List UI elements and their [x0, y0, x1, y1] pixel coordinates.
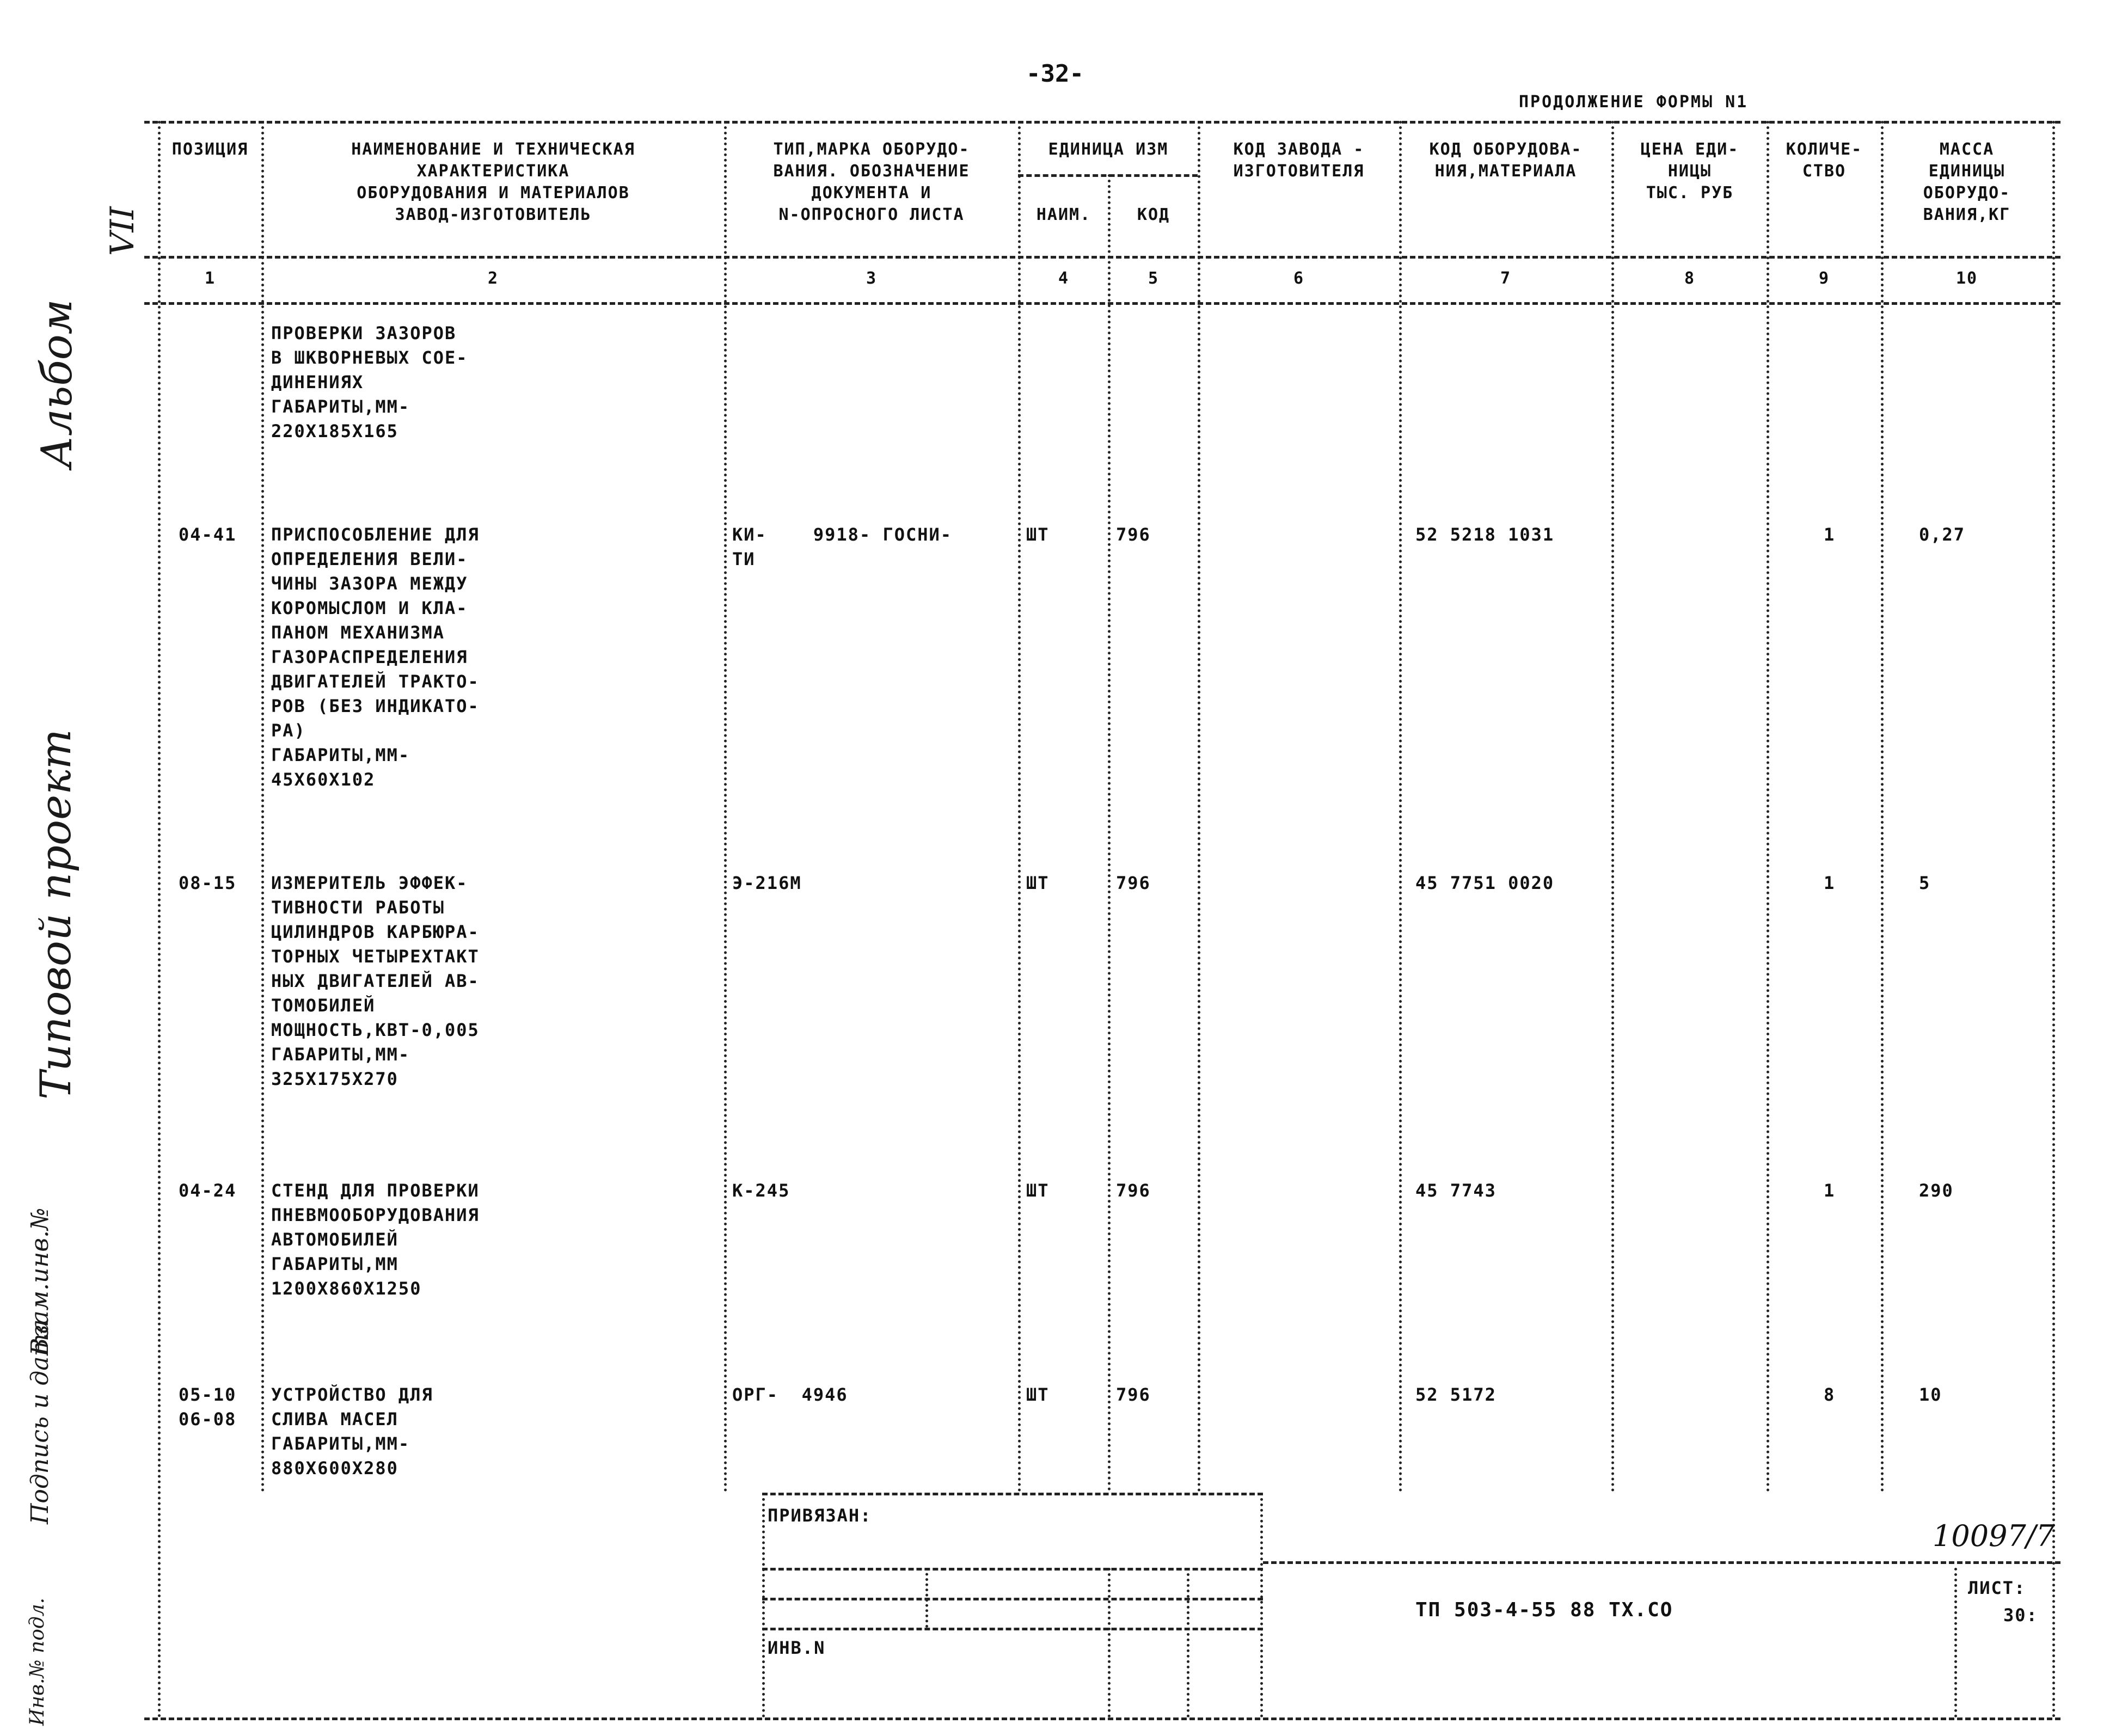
header-type: ТИП,МАРКА ОБОРУДО- ВАНИЯ. ОБОЗНАЧЕНИЕ ДОКУМЕНТА И N-ОПРОСНОГО ЛИСТА	[773, 140, 970, 224]
row-unit-code: 796	[1116, 524, 1151, 545]
stamp-top-rule	[762, 1493, 1263, 1495]
margin-signature-date: Подпись и дата	[26, 1319, 54, 1524]
header-quantity: КОЛИЧЕ- СТВО	[1786, 140, 1863, 181]
row-unit-name: ШТ	[1026, 1180, 1050, 1201]
column-number: 7	[1500, 269, 1512, 288]
row-position: 04-24	[179, 1180, 237, 1201]
row-name: ПРОВЕРКИ ЗАЗОРОВ В ШКВОРНЕВЫХ СОЕ- ДИНЕНИЯХ ГАБАРИТЫ,ММ- 220Х185Х165	[271, 323, 468, 441]
header-equipment-code: КОД ОБОРУДОВА- НИЯ,МАТЕРИАЛА	[1429, 140, 1583, 181]
numbers-bottom-rule	[144, 302, 2060, 305]
row-quantity: 8	[1824, 1384, 1836, 1405]
column-number: 9	[1818, 269, 1830, 288]
document-code: ТП 503-4-55 88 ТХ.СО	[1415, 1599, 1673, 1621]
row-mass: 290	[1919, 1180, 1954, 1201]
row-quantity: 1	[1824, 873, 1836, 893]
column-separator	[158, 121, 161, 1719]
header-factory-code: КОД ЗАВОДА - ИЗГОТОВИТЕЛЯ	[1233, 140, 1365, 181]
handwritten-number: 10097/7	[1933, 1519, 2055, 1553]
table-top-rule	[144, 121, 2060, 124]
stamp-separator	[1108, 1568, 1111, 1717]
column-separator	[1611, 121, 1614, 1493]
row-type: Э-216М	[732, 873, 802, 893]
header-bottom-rule	[144, 256, 2060, 259]
stamp-separator	[762, 1493, 765, 1717]
row-unit-code: 796	[1116, 1384, 1151, 1405]
stamp-separator	[1260, 1493, 1263, 1717]
row-quantity: 1	[1824, 1180, 1836, 1201]
row-equipment-code: 45 7751 0020	[1415, 873, 1555, 893]
header-name: НАИМЕНОВАНИЕ И ТЕХНИЧЕСКАЯ ХАРАКТЕРИСТИКА ОБОРУДОВАНИЯ И МАТЕРИАЛОВ ЗАВОД-ИЗГОТОВИТЕЛЬ	[351, 140, 635, 224]
margin-typical-project: Типовой проект	[32, 729, 81, 1100]
column-separator	[1198, 121, 1200, 1493]
row-unit-code: 796	[1116, 1180, 1151, 1201]
row-position: 08-15	[179, 873, 237, 893]
header-price: ЦЕНА ЕДИ- НИЦЫ ТЫС. РУБ	[1640, 140, 1739, 203]
column-separator	[1767, 121, 1769, 1493]
form-continuation-label: ПРОДОЛЖЕНИЕ ФОРМЫ N1	[1519, 93, 1749, 112]
row-unit-name: ШТ	[1026, 1384, 1050, 1405]
row-equipment-code: 52 5218 1031	[1415, 524, 1555, 545]
attached-label: ПРИВЯЗАН:	[768, 1505, 872, 1526]
margin-album-number: VII	[103, 206, 142, 256]
stamp-separator	[925, 1568, 928, 1628]
row-equipment-code: 45 7743	[1415, 1180, 1497, 1201]
header-position: ПОЗИЦИЯ	[171, 140, 249, 159]
column-separator	[724, 121, 727, 1493]
row-mass: 5	[1919, 873, 1931, 893]
column-number: 5	[1148, 269, 1160, 288]
sheet-label: ЛИСТ:	[1968, 1578, 2026, 1598]
header-mass: МАССА ЕДИНИЦЫ ОБОРУДО- ВАНИЯ,КГ	[1923, 140, 2011, 224]
margin-replace-label: Взам.инв.№	[26, 1207, 54, 1355]
title-block-rule	[1263, 1561, 2060, 1564]
row-mass: 10	[1919, 1384, 1942, 1405]
row-mass: 0,27	[1919, 524, 1966, 545]
row-position: 05-10 06-08	[179, 1384, 237, 1430]
inventory-label: ИНВ.N	[768, 1637, 826, 1658]
column-number: 8	[1684, 269, 1696, 288]
row-unit-code: 796	[1116, 873, 1151, 893]
column-number: 1	[204, 269, 216, 288]
row-unit-name: ШТ	[1026, 524, 1050, 545]
row-type: КИ- 9918- ГОСНИ- ТИ	[732, 524, 953, 569]
row-name: ИЗМЕРИТЕЛЬ ЭФФЕК- ТИВНОСТИ РАБОТЫ ЦИЛИНДРОВ КАРБЮРА- ТОРНЫХ ЧЕТЫРЕХТАКТ НЫХ ДВИГАТЕЛЕЙ АВ- ТОМОБИЛЕЙ МОЩНОСТЬ,КВТ-0,005 ГАБАРИТЫ,ММ- 325Х175Х270	[271, 873, 480, 1089]
table-bottom-rule	[144, 1717, 2060, 1720]
column-separator	[261, 121, 264, 1493]
sheet-number: 30:	[2003, 1605, 2038, 1625]
column-number: 4	[1058, 269, 1070, 288]
header-unit-group: ЕДИНИЦА ИЗМ	[1048, 140, 1169, 159]
header-unit-name: НАИМ.	[1036, 205, 1091, 224]
row-name: ПРИСПОСОБЛЕНИЕ ДЛЯ ОПРЕДЕЛЕНИЯ ВЕЛИ- ЧИНЫ ЗАЗОРА МЕЖДУ КОРОМЫСЛОМ И КЛА- ПАНОМ МЕХАНИЗМА ГАЗОРАСПРЕДЕЛЕНИЯ ДВИГАТЕЛЕЙ ТРАКТО- РОВ (БЕЗ ИНДИКАТО- РА) ГАБАРИТЫ,ММ- 45Х60Х102	[271, 524, 480, 790]
page-number: -32-	[1026, 60, 1084, 88]
row-name: СТЕНД ДЛЯ ПРОВЕРКИ ПНЕВМООБОРУДОВАНИЯ АВТОМОБИЛЕЙ ГАБАРИТЫ,ММ 1200Х860Х1250	[271, 1180, 480, 1299]
header-unit-code: КОД	[1137, 205, 1170, 224]
stamp-separator	[1187, 1568, 1189, 1717]
column-separator	[1108, 174, 1111, 1492]
margin-album-label: Альбом	[33, 299, 82, 468]
column-number: 2	[487, 269, 499, 288]
row-name: УСТРОЙСТВО ДЛЯ СЛИВА МАСЕЛ ГАБАРИТЫ,ММ- 880Х600Х280	[271, 1384, 433, 1479]
row-type: К-245	[732, 1180, 790, 1201]
column-separator	[1881, 121, 1884, 1493]
column-separator	[1018, 121, 1021, 1493]
column-separator	[2052, 121, 2055, 1719]
row-equipment-code: 52 5172	[1415, 1384, 1497, 1405]
margin-inventory-label: Инв.№ подл.	[26, 1597, 48, 1726]
column-number: 10	[1955, 269, 1978, 288]
column-separator	[1399, 121, 1402, 1493]
column-number: 6	[1293, 269, 1305, 288]
row-position: 04-41	[179, 524, 237, 545]
row-unit-name: ШТ	[1026, 873, 1050, 893]
row-type: ОРГ- 4946	[732, 1384, 848, 1405]
column-number: 3	[866, 269, 878, 288]
row-quantity: 1	[1824, 524, 1836, 545]
sheet-separator	[1954, 1568, 1957, 1717]
